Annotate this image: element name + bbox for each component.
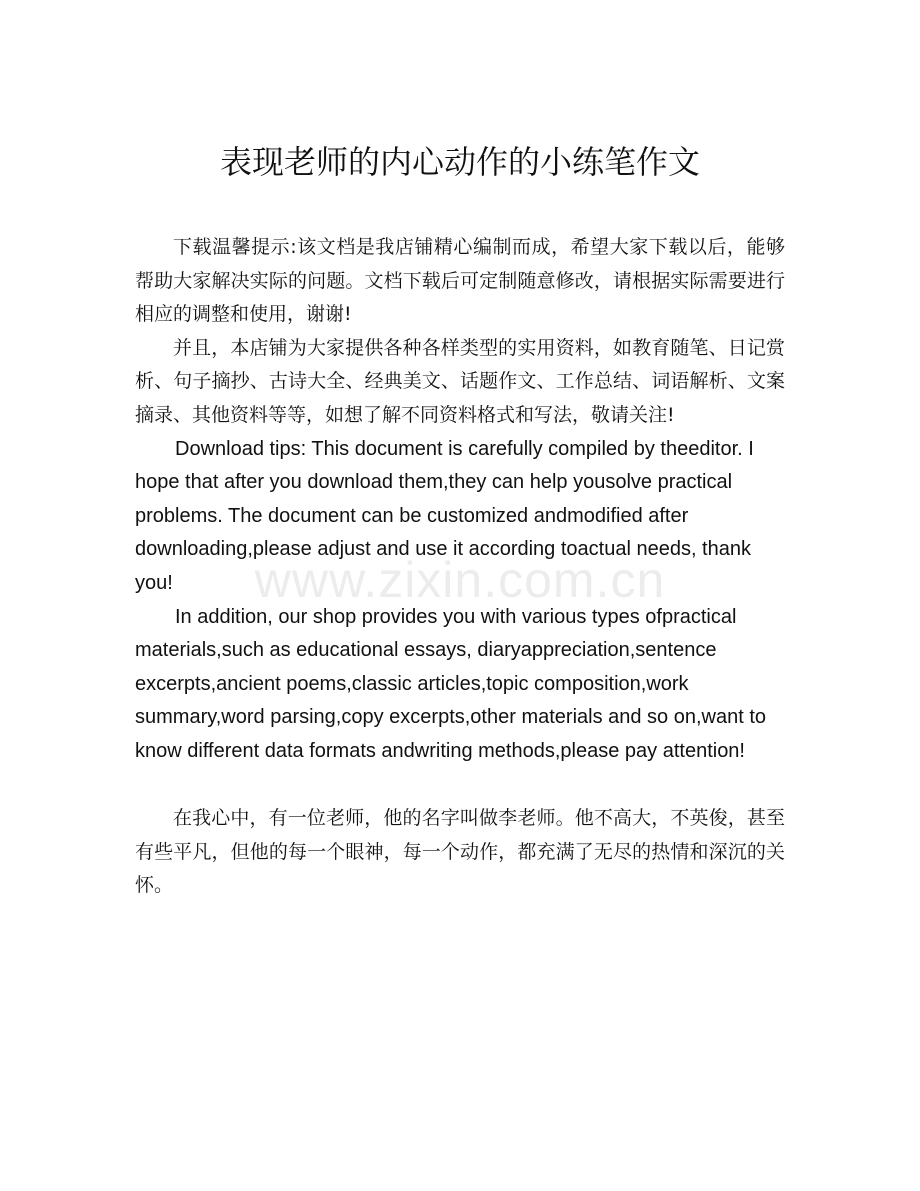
- paragraph-spacer: [135, 769, 785, 803]
- watermark-text: www.zixin.com.cn: [254, 552, 666, 608]
- document-body: [135, 231, 785, 903]
- document-title: 表现老师的内心动作的小练笔作文: [219, 143, 700, 182]
- essay-paragraph: 在我心中，有一位老师，他的名字叫做李老师。他不高大，不英俊，甚至有些平凡，但他的每一个眼神，每一个动作，都充满了无尽的热情和深沉的关怀。: [135, 807, 785, 897]
- download-tip-paragraph-en: Download tips: This document is carefully compiled by theeditor. I hope that after you download them,they can help yousolve practical problems. The document can be customized andmodified after downloading,please adjust and use it according toactual needs, thank you!: [135, 437, 754, 594]
- shop-info-paragraph-cn: 并且，本店铺为大家提供各种各样类型的实用资料，如教育随笔、日记赏析、句子摘抄、古诗大全、经典美文、话题作文、工作总结、词语解析、文案摘录、其他资料等等，如想了解不同资料格式和写法，敬请关注!: [135, 336, 785, 426]
- download-tip-paragraph-cn: 下载温馨提示:该文档是我店铺精心编制而成，希望大家下载以后，能够帮助大家解决实际的问题。文档下载后可定制随意修改，请根据实际需要进行相应的调整和使用，谢谢!: [135, 236, 785, 326]
- shop-info-paragraph-en: In addition, our shop provides you with various types ofpractical materials,such as educational essays, diaryappreciation,sentence excerpts,ancient poems,classic articles,topic composition,work summary,word parsing,copy excerpts,other materials and so on,want to know different data formats andwriting methods,please pay attention!: [135, 605, 767, 762]
